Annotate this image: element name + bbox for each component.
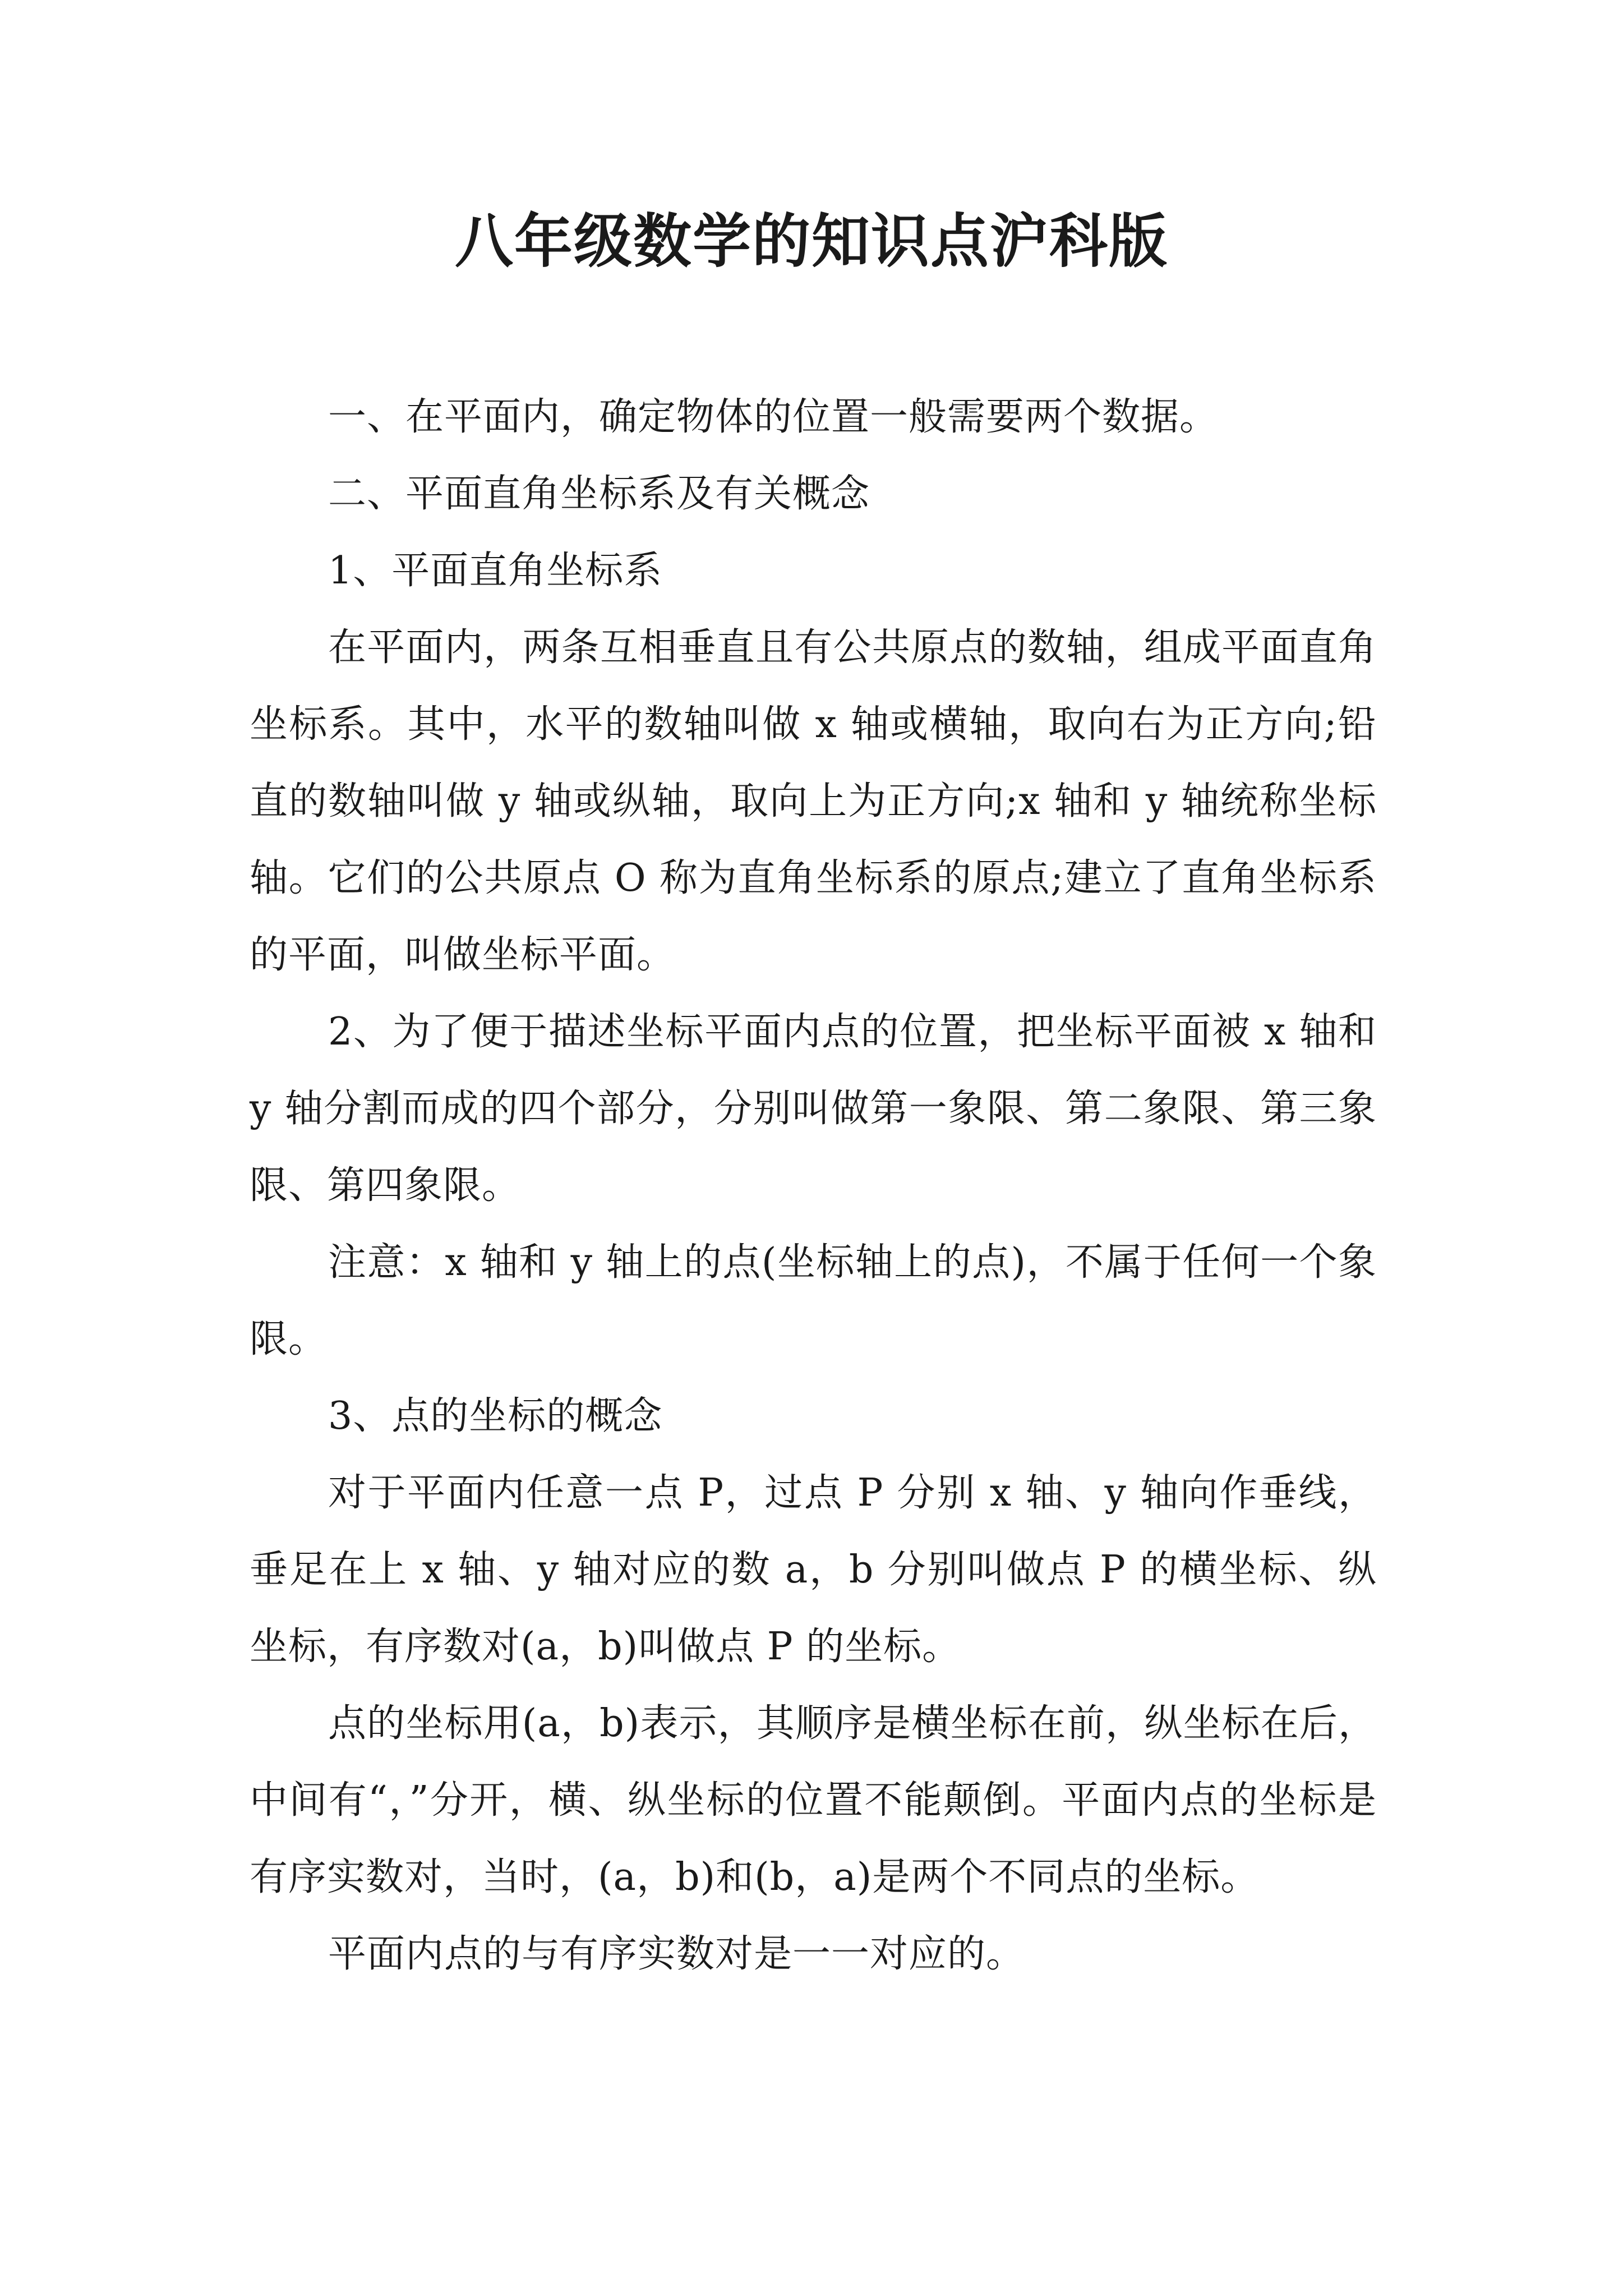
paragraph-9: 点的坐标用(a，b)表示，其顺序是横坐标在前，纵坐标在后，中间有“，”分开，横、纵坐标的位置不能颠倒。平面内点的坐标是有序实数对，当时，(a，b)和(b，a)是两个不同点的坐标。 <box>250 1701 1377 1899</box>
document-body <box>250 379 1377 1993</box>
paragraph-4: 在平面内，两条互相垂直且有公共原点的数轴，组成平面直角坐标系。其中，水平的数轴叫做 x 轴或横轴，取向右为正方向;铅直的数轴叫做 y 轴或纵轴，取向上为正方向;x 轴和 y 轴统称坐标轴。它们的公共原点 O 称为直角坐标系的原点;建立了直角坐标系的平面，叫做坐标平面。 <box>250 625 1377 977</box>
paragraph-8: 对于平面内任意一点 P，过点 P 分别 x 轴、y 轴向作垂线，垂足在上 x 轴、y 轴对应的数 a，b 分别叫做点 P 的横坐标、纵坐标，有序数对(a，b)叫做点 P 的坐标。 <box>250 1471 1377 1669</box>
paragraph-10: 平面内点的与有序实数对是一一对应的。 <box>328 1932 1025 1976</box>
paragraph-7: 3、点的坐标的概念 <box>328 1394 663 1438</box>
paragraph-3: 1、平面直角坐标系 <box>328 549 663 593</box>
paragraph-6: 注意：x 轴和 y 轴上的点(坐标轴上的点)，不属于任何一个象限。 <box>250 1240 1377 1361</box>
document-title: 八年级数学的知识点沪科版 <box>454 207 1168 275</box>
paragraph-2: 二、平面直角坐标系及有关概念 <box>328 472 870 516</box>
paragraph-5: 2、为了便于描述坐标平面内点的位置，把坐标平面被 x 轴和 y 轴分割而成的四个部分，分别叫做第一象限、第二象限、第三象限、第四象限。 <box>250 1010 1377 1208</box>
paragraph-1: 一、在平面内，确定物体的位置一般需要两个数据。 <box>328 395 1219 439</box>
